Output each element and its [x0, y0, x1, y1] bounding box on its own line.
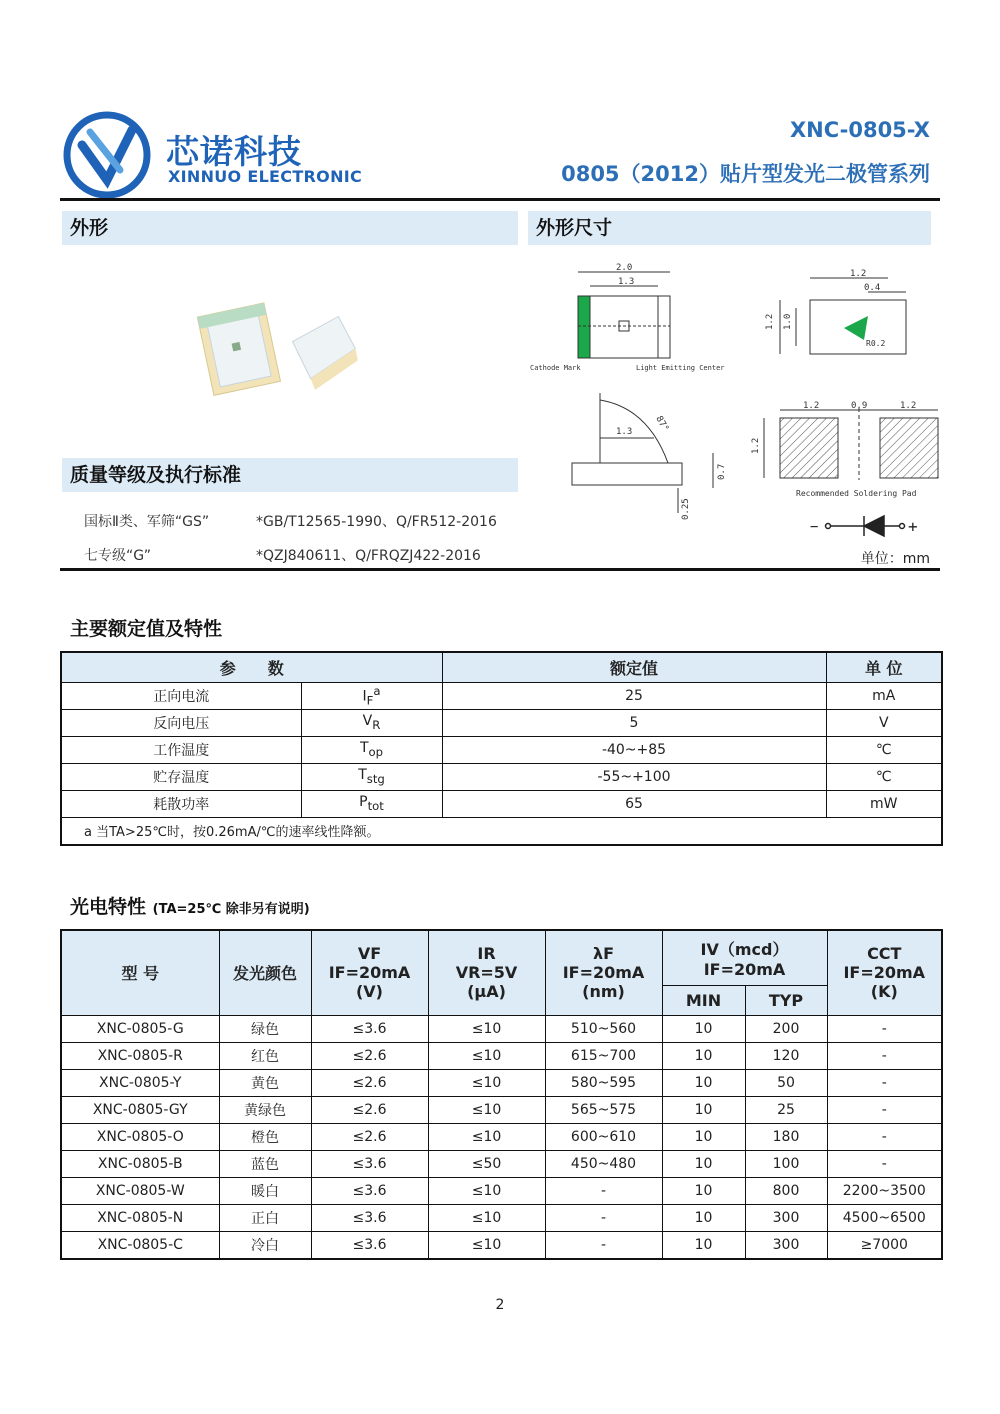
dim-2-0: 2.0: [616, 263, 633, 273]
ratings-title: 主要额定值及特性: [70, 618, 223, 640]
param-name: 贮存温度: [61, 763, 301, 790]
cell-color: 正白: [219, 1204, 311, 1231]
header-cct: CCT IF=20mA (K): [827, 930, 942, 1015]
cell-model: XNC-0805-C: [61, 1231, 219, 1259]
optical-condition: (TA=25℃ 除非另有说明): [152, 902, 310, 917]
cell-min: 10: [662, 1204, 745, 1231]
cell-cct: -: [827, 1123, 942, 1150]
dim-0-7: 0.7: [717, 463, 727, 480]
header-wavelength: λF IF=20mA (nm): [545, 930, 662, 1015]
table-row: [61, 736, 942, 763]
cell-model: XNC-0805-B: [61, 1150, 219, 1177]
cell-ir: ≤10: [428, 1177, 545, 1204]
cell-color: 橙色: [219, 1123, 311, 1150]
header-rule: [60, 198, 940, 201]
dim-87: 87°: [653, 414, 671, 434]
cell-color: 冷白: [219, 1231, 311, 1259]
dim-pad-1-2-left: 1.2: [803, 401, 820, 411]
param-unit: mW: [826, 790, 942, 817]
page-number: 2: [495, 1297, 505, 1313]
ratings-table: [60, 651, 943, 846]
light-center-label: Light Emitting Center: [636, 364, 725, 372]
side-view-drawing: [780, 278, 906, 354]
param-name: 耗散功率: [61, 790, 301, 817]
cell-cct: -: [827, 1069, 942, 1096]
cell-vf: ≤3.6: [311, 1150, 428, 1177]
cell-cct: -: [827, 1150, 942, 1177]
cell-vf: ≤2.6: [311, 1042, 428, 1069]
table-row: [61, 1150, 942, 1177]
led-photo: [195, 295, 375, 405]
table-row: [61, 1015, 942, 1042]
standard-grade-1: 国标Ⅱ类、军筛“GS”: [84, 514, 210, 530]
standard-spec-1: *GB/T12565-1990、Q/FR512-2016: [256, 514, 497, 530]
cell-wl: -: [545, 1177, 662, 1204]
table-row: [61, 1123, 942, 1150]
table-row: [61, 1096, 942, 1123]
cell-vf: ≤3.6: [311, 1231, 428, 1259]
series-title: 0805（2012）贴片型发光二极管系列: [561, 162, 930, 186]
header-model: 型 号: [61, 930, 219, 1015]
param-value: 65: [442, 790, 826, 817]
cell-min: 10: [662, 1069, 745, 1096]
dim-0-25: 0.25: [681, 498, 691, 520]
header-iv: IV（mcd） IF=20mA: [662, 930, 827, 985]
cell-ir: ≤10: [428, 1204, 545, 1231]
section-appearance: 外形: [62, 211, 518, 245]
param-name: 正向电流: [61, 682, 301, 709]
minus-sign: −: [810, 519, 819, 535]
plus-sign: +: [908, 517, 918, 536]
header-min: MIN: [662, 985, 745, 1015]
dim-1-2-top: 1.2: [850, 269, 867, 279]
dim-pad-1-2-right: 1.2: [900, 401, 917, 411]
dim-pad-1-2-height: 1.2: [751, 437, 761, 454]
dim-1-3-top: 1.3: [618, 277, 635, 287]
standard-spec-2: *QZJ840611、Q/FRQZJ422-2016: [256, 548, 481, 564]
cell-ir: ≤10: [428, 1015, 545, 1042]
cell-color: 红色: [219, 1042, 311, 1069]
cell-wl: 615~700: [545, 1042, 662, 1069]
cell-typ: 100: [745, 1150, 827, 1177]
dimension-drawings: [528, 258, 940, 550]
header-param: 参 数: [61, 652, 442, 682]
dim-1-3-front: 1.3: [616, 427, 633, 437]
param-name: 反向电压: [61, 709, 301, 736]
cell-typ: 300: [745, 1204, 827, 1231]
param-unit: V: [826, 709, 942, 736]
cell-cct: 4500~6500: [827, 1204, 942, 1231]
cell-model: XNC-0805-O: [61, 1123, 219, 1150]
param-unit: mA: [826, 682, 942, 709]
cell-typ: 50: [745, 1069, 827, 1096]
cell-color: 绿色: [219, 1015, 311, 1042]
cell-cct: -: [827, 1096, 942, 1123]
param-value: -55~+100: [442, 763, 826, 790]
param-name: 工作温度: [61, 736, 301, 763]
brand-name-cn: 芯诺科技: [166, 132, 302, 171]
cell-min: 10: [662, 1096, 745, 1123]
ratings-note: a 当TA>25℃时，按0.26mA/℃的速率线性降额。: [61, 817, 942, 845]
cell-color: 蓝色: [219, 1150, 311, 1177]
unit-label: 单位：mm: [860, 551, 930, 567]
standard-grade-2: 七专级“G”: [84, 548, 152, 564]
cell-cct: -: [827, 1015, 942, 1042]
dim-r0-2: R0.2: [866, 339, 886, 348]
front-view-drawing: [572, 393, 713, 513]
cell-model: XNC-0805-W: [61, 1177, 219, 1204]
param-symbol: $T_{stg}$: [301, 763, 442, 790]
cell-wl: -: [545, 1231, 662, 1259]
param-symbol: $P_{tot}$: [301, 790, 442, 817]
cathode-mark-label: Cathode Mark: [530, 364, 581, 372]
param-value: 5: [442, 709, 826, 736]
model-title: XNC-0805-X: [789, 118, 930, 142]
cell-color: 暖白: [219, 1177, 311, 1204]
table-row: [61, 1042, 942, 1069]
section-rule: [60, 568, 940, 571]
header-vf: VF IF=20mA (V): [311, 930, 428, 1015]
table-row: [61, 763, 942, 790]
header-ir: IR VR=5V (μA): [428, 930, 545, 1015]
cell-cct: -: [827, 1042, 942, 1069]
cell-vf: ≤2.6: [311, 1096, 428, 1123]
param-unit: ℃: [826, 736, 942, 763]
cell-cct: 2200~3500: [827, 1177, 942, 1204]
cell-ir: ≤10: [428, 1069, 545, 1096]
header-typ: TYP: [745, 985, 827, 1015]
cell-vf: ≤2.6: [311, 1069, 428, 1096]
param-symbol: $I_F^a$: [301, 682, 442, 709]
cell-typ: 180: [745, 1123, 827, 1150]
table-row: [61, 1204, 942, 1231]
dim-1-2-side: 1.2: [765, 313, 775, 330]
cell-model: XNC-0805-N: [61, 1204, 219, 1231]
cell-ir: ≤10: [428, 1042, 545, 1069]
cell-typ: 120: [745, 1042, 827, 1069]
cell-wl: 580~595: [545, 1069, 662, 1096]
logo-icon: [62, 110, 152, 200]
cell-wl: 565~575: [545, 1096, 662, 1123]
cell-typ: 200: [745, 1015, 827, 1042]
optical-title: [70, 892, 310, 919]
table-row: [61, 790, 942, 817]
header-unit: 单 位: [826, 652, 942, 682]
cell-wl: 510~560: [545, 1015, 662, 1042]
cell-vf: ≤3.6: [311, 1015, 428, 1042]
table-row: [61, 709, 942, 736]
dim-0-4: 0.4: [864, 283, 881, 293]
param-value: -40~+85: [442, 736, 826, 763]
header-value: 额定值: [442, 652, 826, 682]
cell-typ: 800: [745, 1177, 827, 1204]
brand-name-en: XINNUO ELECTRONIC: [168, 167, 363, 186]
param-symbol: $T_{op}$: [301, 736, 442, 763]
cell-ir: ≤50: [428, 1150, 545, 1177]
cell-color: 黄绿色: [219, 1096, 311, 1123]
section-dimensions: 外形尺寸: [528, 211, 931, 245]
soldering-pad-drawing: [764, 408, 938, 480]
cell-min: 10: [662, 1150, 745, 1177]
diode-symbol-icon: [826, 516, 905, 536]
cell-model: XNC-0805-Y: [61, 1069, 219, 1096]
cell-wl: 450~480: [545, 1150, 662, 1177]
cell-model: XNC-0805-G: [61, 1015, 219, 1042]
cell-ir: ≤10: [428, 1231, 545, 1259]
cell-min: 10: [662, 1042, 745, 1069]
dim-pad-0-9: 0.9: [851, 401, 868, 411]
cell-ir: ≤10: [428, 1096, 545, 1123]
cell-min: 10: [662, 1177, 745, 1204]
cell-ir: ≤10: [428, 1123, 545, 1150]
param-unit: ℃: [826, 763, 942, 790]
cell-vf: ≤3.6: [311, 1204, 428, 1231]
table-row: [61, 1177, 942, 1204]
dim-1-0: 1.0: [783, 313, 793, 330]
cell-typ: 25: [745, 1096, 827, 1123]
cell-model: XNC-0805-GY: [61, 1096, 219, 1123]
optical-table: [60, 929, 943, 1260]
header-color: 发光颜色: [219, 930, 311, 1015]
cell-cct: ≥7000: [827, 1231, 942, 1259]
cell-model: XNC-0805-R: [61, 1042, 219, 1069]
cell-min: 10: [662, 1231, 745, 1259]
param-value: 25: [442, 682, 826, 709]
cell-vf: ≤2.6: [311, 1123, 428, 1150]
table-row: [61, 1069, 942, 1096]
optical-title-text: 光电特性: [70, 896, 147, 918]
cell-wl: -: [545, 1204, 662, 1231]
section-quality: 质量等级及执行标准: [62, 458, 518, 492]
cell-vf: ≤3.6: [311, 1177, 428, 1204]
cell-color: 黄色: [219, 1069, 311, 1096]
pad-label: Recommended Soldering Pad: [796, 489, 917, 498]
cell-typ: 300: [745, 1231, 827, 1259]
param-symbol: $V_R$: [301, 709, 442, 736]
table-row: [61, 682, 942, 709]
table-row: [61, 1231, 942, 1259]
cell-min: 10: [662, 1123, 745, 1150]
logo: [62, 110, 152, 200]
cell-min: 10: [662, 1015, 745, 1042]
cell-wl: 600~610: [545, 1123, 662, 1150]
